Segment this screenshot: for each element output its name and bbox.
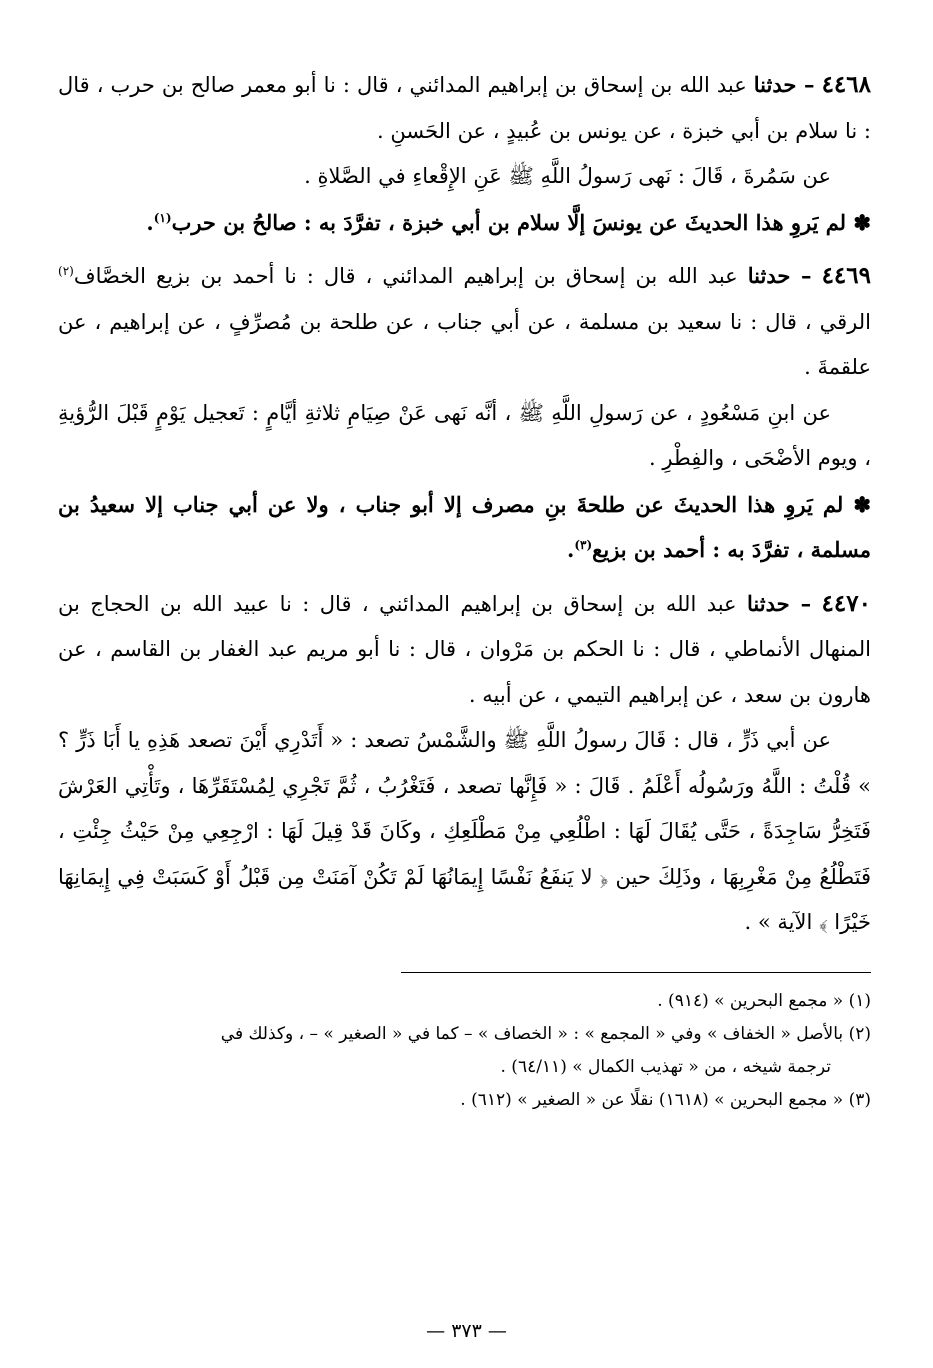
footnote-text: بالأصل « الخفاف » وفي « المجمع » : « الخصاف » – كما في « الصغير » – ، وكذلك في [220, 1023, 844, 1044]
footnote [58, 1018, 871, 1051]
footnote-divider [401, 972, 871, 973]
footnote-continuation [58, 1051, 871, 1084]
hadith-lead: – حدثنا [753, 72, 815, 97]
hadith-matn [58, 154, 871, 200]
footnote-ref: (١) [153, 210, 172, 225]
hadith-number: ٤٤٦٩ [821, 262, 871, 289]
isnad-text: عبد الله بن إسحاق بن إبراهيم المدائني ، قال : نا أبو معمر صالح بن حرب ، قال : نا سلام بن أبي خبزة ، عن يونس بن عُبيدٍ ، عن الحَسنِ . [58, 73, 871, 143]
hadith-note [58, 200, 871, 246]
footnote-marker: (١) [848, 990, 871, 1011]
footnote-marker: (٢) [848, 1023, 871, 1044]
matn-text: عن أبي ذَرٍّ ، قال : قَالَ رسولُ اللَّهِ ﷺ والشَّمْسُ تصعد : « أَتَدْرِي أَيْنَ تصعد هَذِهِ يا أَبَا ذَرٍّ ؟ » قُلْتُ : اللَّهُ ورَسُولُه أَعْلَمُ . قَالَ : « فَإِنَّها تصعد ، فَتَغْرُبُ ، ثُمَّ تَجْرِي لِمُسْتَقَرِّهَا ، وتَأْتِي العَرْشَ فَتَخِرُّ سَاجِدَةً ، حَتَّى يُقَالَ لَهَا : اطْلُعِي مِنْ مَطْلَعِكِ ، وكَانَ قَدْ قِيلَ لَهَا : ارْجِعِي مِنْ حَيْثُ جِئْتِ ، فَتَطْلُعُ مِنْ مَغْرِبِهَا ، وذَلِكَ حين ﴿ لا يَنفَعُ نَفْسًا إِيمَانُهَا لَمْ تَكُنْ آمَنَتْ مِن قَبْلُ أَوْ كَسَبَتْ فِي إِيمَانِهَا خَيْرًا ﴾ الآية » . [58, 728, 871, 934]
matn-text: عن ابنِ مَسْعُودٍ ، عن رَسولِ اللَّهِ ﷺ ، أنَّه نَهى عَنْ صِيَامِ ثلاثةِ أيَّامٍ : تَعجيل يَوْمٍ قَبْلَ الرُّؤيةِ ، ويوم الأضْحَى ، والفِطْرِ . [58, 400, 871, 470]
isnad-text: عبد الله بن إسحاق بن إبراهيم المدائني ، قال : نا أحمد بن بزيع الخصَّاف [73, 264, 738, 288]
footnote-text: ترجمة شيخه ، من « تهذيب الكمال » (٦٤/١١) . [500, 1056, 831, 1077]
hadith-isnad [58, 581, 871, 719]
hadith-isnad [58, 62, 871, 154]
footnote-text: « مجمع البحرين » (٩١٤) . [657, 990, 844, 1011]
footnotes [58, 985, 871, 1117]
footnote-text: « مجمع البحرين » (١٦١٨) نقلًا عن « الصغير » (٦١٢) . [460, 1089, 844, 1110]
footnote [58, 1084, 871, 1117]
footnote-ref: (٣) [574, 538, 593, 552]
hadith-note [58, 482, 871, 573]
main-text [58, 62, 871, 946]
isnad-text-cont: الرقي ، قال : نا سعيد بن مسلمة ، عن أبي جناب ، عن طلحة بن مُصرِّفٍ ، عن إبراهيم ، عن علقمةَ . [58, 309, 871, 379]
footnote [58, 985, 871, 1018]
footnote-marker: (٣) [848, 1089, 871, 1110]
page-number: — ٣٧٣ — [426, 1320, 507, 1342]
note-end: . [567, 537, 575, 562]
hadith-lead: – حدثنا [747, 590, 812, 616]
note-text: ✽ لم يَروِ هذا الحديثَ عن يونسَ إلَّا سلام بن أبي خبزة ، تفرَّدَ به : صالحُ بن حرب [171, 209, 871, 235]
hadith-number: ٤٤٧٠ [821, 589, 871, 617]
hadith-matn [58, 718, 871, 946]
matn-text: عن سَمُرةَ ، قَالَ : نَهى رَسولُ اللَّهِ ﷺ عَنِ الإِقْعاءِ في الصَّلاةِ . [304, 164, 831, 188]
isnad-text: عبد الله بن إسحاق بن إبراهيم المدائني ، قال : نا عبيد الله بن الحجاج بن المنهال الأنماطي ، قال : نا الحكم بن مَرْوان ، قال : نا أبو مريم عبد الغفار بن القاسم ، عن هارون بن سعد ، عن إبراهيم التيمي ، عن أبيه . [58, 591, 871, 707]
hadith-matn [58, 391, 871, 482]
note-text: ✽ لم يَروِ هذا الحديثَ عن طلحةَ بنِ مصرف إلا أبو جناب ، ولا عن أبي جناب إلا سعيدُ بن مسلمة ، تفرَّدَ به : أحمد بن بزيع [58, 491, 871, 562]
note-end: . [146, 209, 154, 235]
footnote-ref: (٢) [58, 264, 74, 278]
hadith-isnad [58, 253, 871, 391]
hadith-lead: – حدثنا [747, 263, 812, 288]
hadith-number: ٤٤٦٨ [821, 71, 871, 98]
